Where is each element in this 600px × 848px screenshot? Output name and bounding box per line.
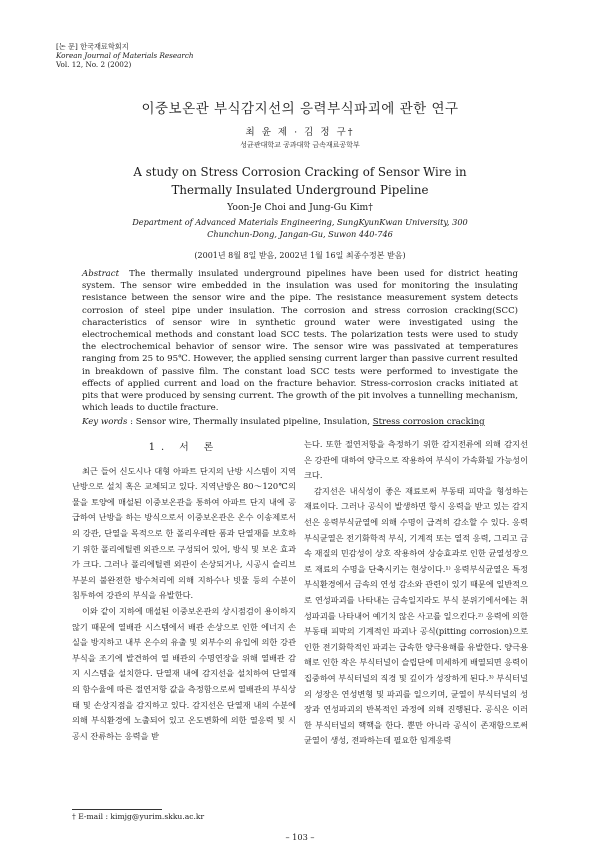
body-paragraph: 감지선은 내식성이 좋은 재료로써 부동태 피막을 형성하는 재료이다. 그러나 공식이 발생하면 항시 응력을 받고 있는 감지선은 응력부식균열에 의해 수명이 급격히 감소할 수 있다. 응력부식균열은 전기화학적 부식, 기계적 또는 열적 응력, 그리고 금속 재질의 민감성이 상호 작용하여 상승효과로 인한 균열성장으로 재료의 수명을 단축시키는 현상이다.¹⁾ 응력부식균열은 특정 부식환경에서 금속의 연성 감소와 관련이 있기 때문에 일반적으로 연성파괴를 나타내는 금속일지라도 부식 분위기에서에는 취성파괴를 나타내어 예기치 않은 사고를 일으킨다.²⁾ 응력에 의한 부동태 피막의 기계적인 파괴나 공식(pitting corrosion)으로 인한 전기화학적인 파괴는 급속한 양극용해를 유발한다. 양극용해로 인한 작은 부식터널이 슬립단에 미세하게 배열되면 응력이 집중하여 부식터널의 직경 및 깊이가 성장하게 된다.³⁾ 부식터널의 성장은 연성변형 및 파괴를 일으키며, 균열이 부식터널의 성장과 연성파괴의 반복적인 과정에 의해 진행된다. 공식은 이러한 부식터널의 핵핵을 한다. 뿐만 아니라 공식이 존재함으로써 균열이 생성, 전파하는데 필요한 임계응력 bbox=[304, 485, 528, 746]
keywords bbox=[82, 417, 518, 427]
section-heading-introduction: 1. 서 론 bbox=[148, 442, 220, 453]
authors-korean: 최 윤 제 · 김 정 구† bbox=[245, 127, 355, 138]
abstract bbox=[82, 268, 518, 414]
page-number: – 103 – bbox=[285, 832, 315, 842]
body-paragraph: 최근 들어 신도시나 대형 아파트 단지의 난방 시스템이 지역난방으로 설치 혹은 교체되고 있다. 지역난방은 80～120℃의 물을 토양에 매설된 이중보온관을 통하여 아파트 단지 내에 공급하여 난방을 하는 방식으로서 이중보온관은 온수 이송제로서의 강관, 단열을 목적으로 한 폴리우레탄 폼과 단열재를 보호하기 위한 폴리에틸렌 외관으로 구성되어 있어, 방식 및 보온 효과가 크다. 그러나 폴리에틸렌 외관이 손상되거나, 시공시 슬리브 부분의 불완전한 방수처리에 의해 지하수나 빗물 등의 수분이 침투하여 강관의 부식을 유발한다. bbox=[72, 465, 296, 601]
authors-english: Yoon-Je Choi and Jung-Gu Kim† bbox=[227, 202, 373, 213]
affiliation-korean: 성균관대학교 공과대학 금속재료공학부 bbox=[240, 141, 360, 149]
keywords-label: Key words bbox=[82, 417, 128, 427]
received-dates: (2001년 8월 8일 받음, 2002년 1월 16일 최종수정본 받음) bbox=[194, 251, 406, 260]
affiliation-english bbox=[0, 216, 600, 240]
body-paragraph: 는다. 또한 절연저항을 측정하기 위한 감지전류에 의해 감지선은 강관에 대하여 양극으로 작용하여 부식이 가속화될 가능성이 크다. bbox=[304, 439, 528, 481]
affiliation-english-line2: Chunchun-Dong, Jangan-Gu, Suwon 440-746 bbox=[207, 229, 393, 239]
journal-volume: Vol. 12, No. 2 (2002) bbox=[56, 60, 132, 69]
footnote-divider bbox=[72, 809, 162, 810]
keywords-last: Stress corrosion cracking bbox=[372, 417, 485, 427]
abstract-label: Abstract bbox=[82, 269, 120, 279]
journal-name-en: Korean Journal of Materials Research bbox=[56, 51, 194, 60]
abstract-text: The thermally insulated underground pipelines have been used for district heating system. The sensor wire embedded in the insulation was used for monitoring the insulating resistance between the sensor wire and the pipe. The resistance measurement system detects corrosion of steel pipe under insulation. The corrosion and stress corrosion cracking(SCC) characteristics of sensor wire in synthetic ground water were investigated using the electrochemical methods and constant load SCC tests. The polarization tests were used to study the electrochemical behavior of sensor wire. The sensor wire was passivated at temperatures ranging from 25 to 95℃. However, the applied sensing current larger than passive current resulted in breakdown of passive film. The constant load SCC tests were performed to investigate the effects of applied current and load on the fracture behavior. Stress-corrosion cracks initiated at pits that were produced by sensing current. The growth of the pit involves a tunnelling mechanism, which leads to ductile fracture. bbox=[82, 269, 518, 414]
body-column-right bbox=[304, 437, 528, 749]
title-english bbox=[0, 163, 600, 199]
title-korean: 이중보온관 부식감지선의 응력부식파괴에 관한 연구 bbox=[141, 101, 459, 117]
body-column-left bbox=[72, 436, 296, 744]
footnote-email: † E-mail : kimjg@yurim.skku.ac.kr bbox=[72, 812, 205, 821]
affiliation-english-line1: Department of Advanced Materials Engineering, SungKyunKwan University, 300 bbox=[132, 217, 468, 227]
body-paragraph: 이와 같이 지하에 매설된 이중보온관의 상시점검이 용이하지 않기 때문에 열배관 시스템에서 배관 손상으로 인한 에너지 손실을 방지하고 내부 온수의 유출 및 외부수의 유입에 의한 강관부식을 조기에 발견하여 열 배관의 수명연장을 위해 열배관 감지 시스템을 설치한다. 단열재 내에 감지선을 설치하여 단열재의 함수율에 따른 절연저항 값을 측정함으로써 열배관의 부식상태 및 손상지점을 감지하고 있다. 감지선은 단열재 내의 수분에 의해 부식환경에 노출되어 있고 온도변화에 의한 열응력 및 시공시 잔류하는 응력을 받 bbox=[72, 605, 296, 741]
journal-header bbox=[56, 42, 194, 69]
keywords-text: : Sensor wire, Thermally insulated pipeline, Insulation, bbox=[127, 417, 373, 427]
title-english-line2: Thermally Insulated Underground Pipeline bbox=[171, 183, 429, 197]
journal-type-line: [논 문] 한국재료학회지 bbox=[56, 42, 129, 51]
title-english-line1: A study on Stress Corrosion Cracking of Sensor Wire in bbox=[133, 165, 467, 179]
